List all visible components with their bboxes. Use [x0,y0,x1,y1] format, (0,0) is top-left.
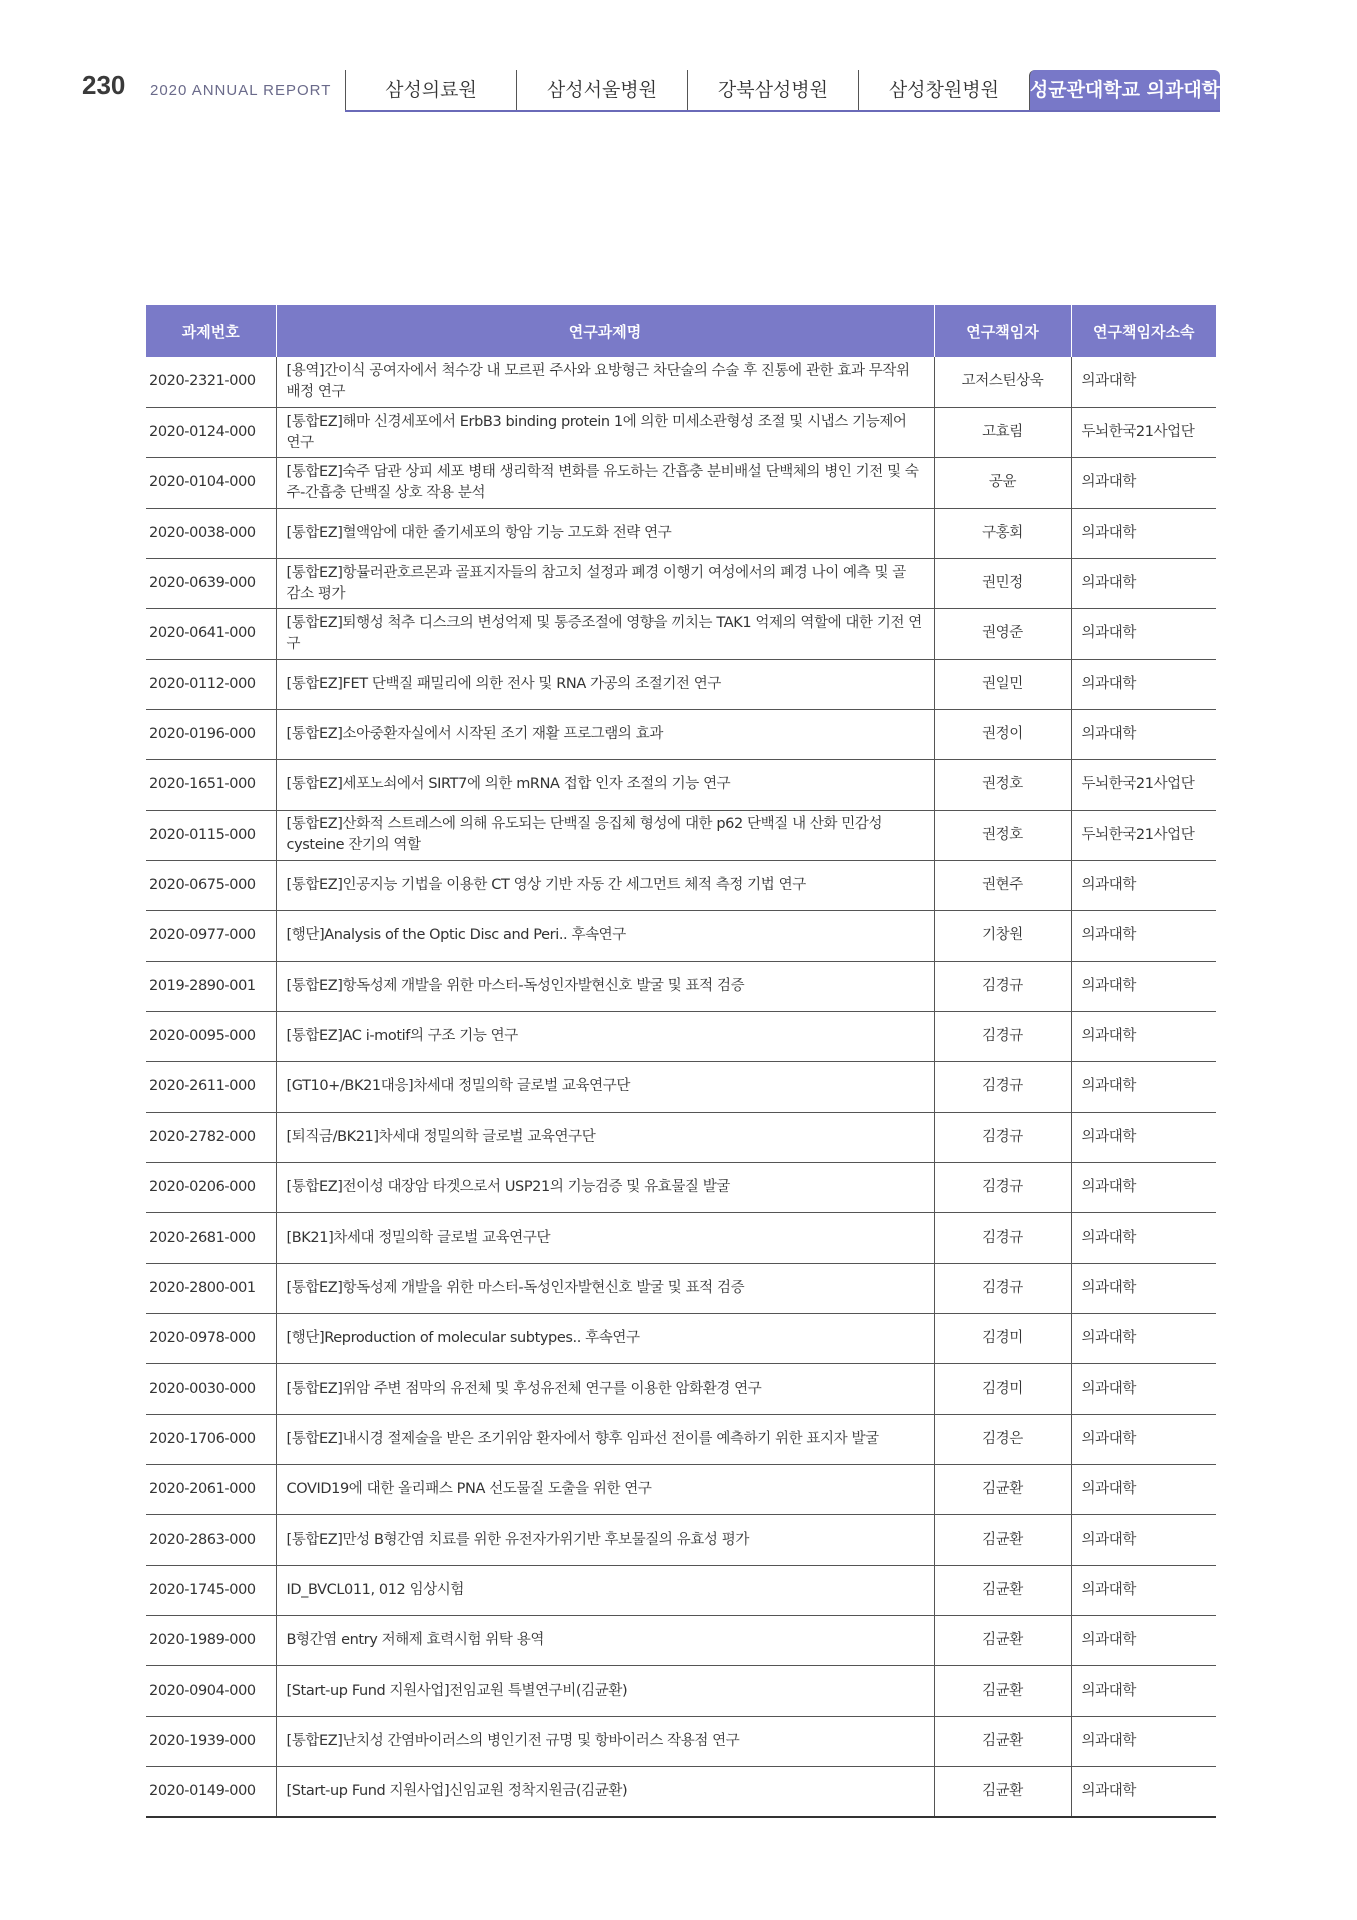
project-number-cell: 2020-0112-000 [146,659,276,709]
affiliation-cell: 의과대학 [1071,1716,1216,1766]
principal-investigator-cell: 공윤 [934,458,1071,508]
principal-investigator-cell: 김균환 [934,1716,1071,1766]
project-number-cell: 2020-1706-000 [146,1414,276,1464]
project-number-cell: 2020-0206-000 [146,1163,276,1213]
affiliation-cell: 두뇌한국21사업단 [1071,760,1216,810]
project-title-cell: [GT10+/BK21대응]차세대 정밀의학 글로벌 교육연구단 [276,1062,934,1112]
affiliation-cell: 의과대학 [1071,1213,1216,1263]
affiliation-cell: 의과대학 [1071,1263,1216,1313]
principal-investigator-cell: 고효림 [934,407,1071,457]
affiliation-cell: 의과대학 [1071,860,1216,910]
table-row [146,1163,1216,1213]
project-title-cell: [통합EZ]퇴행성 척추 디스크의 변성억제 및 통증조절에 영향을 끼치는 TAK1 억제의 역할에 대한 기전 연구 [276,609,934,659]
principal-investigator-cell: 김경미 [934,1364,1071,1414]
project-number-cell: 2020-0104-000 [146,458,276,508]
column-header-project-title: 연구과제명 [276,305,934,357]
page-number: 230 [82,70,126,100]
project-title-cell: [통합EZ]숙주 담관 상피 세포 병태 생리학적 변화를 유도하는 간흡충 분비배설 단백체의 병인 기전 및 숙주-간흡충 단백질 상호 작용 분석 [276,458,934,508]
affiliation-cell: 의과대학 [1071,709,1216,759]
project-number-cell: 2020-2061-000 [146,1465,276,1515]
tab-samsung-changwon-hospital[interactable]: 삼성창원병원 [858,70,1029,110]
tab-samsung-seoul-hospital[interactable]: 삼성서울병원 [516,70,687,110]
table-row [146,709,1216,759]
affiliation-cell: 의과대학 [1071,1515,1216,1565]
principal-investigator-cell: 권정호 [934,760,1071,810]
tab-kangbuk-samsung-hospital[interactable]: 강북삼성병원 [687,70,858,110]
project-number-cell: 2019-2890-001 [146,961,276,1011]
table-row [146,1716,1216,1766]
column-header-principal-investigator: 연구책임자 [934,305,1071,357]
principal-investigator-cell: 권일민 [934,659,1071,709]
project-title-cell: [행단]Analysis of the Optic Disc and Peri.. 후속연구 [276,911,934,961]
affiliation-cell: 의과대학 [1071,1414,1216,1464]
principal-investigator-cell: 김경규 [934,1213,1071,1263]
table-body [146,357,1216,1817]
project-title-cell: [행단]Reproduction of molecular subtypes.. 후속연구 [276,1314,934,1364]
project-number-cell: 2020-0124-000 [146,407,276,457]
principal-investigator-cell: 구홍회 [934,508,1071,558]
affiliation-cell: 의과대학 [1071,609,1216,659]
affiliation-cell: 의과대학 [1071,1011,1216,1061]
principal-investigator-cell: 김경규 [934,961,1071,1011]
table-row [146,407,1216,457]
affiliation-cell: 의과대학 [1071,659,1216,709]
project-title-cell: [통합EZ]세포노쇠에서 SIRT7에 의한 mRNA 접합 인자 조절의 기능 연구 [276,760,934,810]
project-number-cell: 2020-2863-000 [146,1515,276,1565]
table-row [146,1565,1216,1615]
principal-investigator-cell: 권정이 [934,709,1071,759]
table-row [146,1062,1216,1112]
table-row [146,810,1216,860]
table-row [146,1364,1216,1414]
affiliation-cell: 의과대학 [1071,1112,1216,1162]
affiliation-cell: 의과대학 [1071,961,1216,1011]
principal-investigator-cell: 김균환 [934,1515,1071,1565]
principal-investigator-cell: 김균환 [934,1565,1071,1615]
table-row [146,1112,1216,1162]
tab-skku-medicine[interactable]: 성균관대학교 의과대학 [1029,70,1220,110]
project-number-cell: 2020-2800-001 [146,1263,276,1313]
project-number-cell: 2020-0196-000 [146,709,276,759]
affiliation-cell: 의과대학 [1071,1163,1216,1213]
project-title-cell: [Start-up Fund 지원사업]신임교원 정착지원금(김균환) [276,1767,934,1817]
project-number-cell: 2020-0904-000 [146,1666,276,1716]
principal-investigator-cell: 김균환 [934,1465,1071,1515]
project-title-cell: [통합EZ]FET 단백질 패밀리에 의한 전사 및 RNA 가공의 조절기전 연구 [276,659,934,709]
project-title-cell: COVID19에 대한 올리패스 PNA 선도물질 도출을 위한 연구 [276,1465,934,1515]
project-number-cell: 2020-2321-000 [146,357,276,407]
project-title-cell: [통합EZ]전이성 대장암 타겟으로서 USP21의 기능검증 및 유효물질 발굴 [276,1163,934,1213]
principal-investigator-cell: 고저스틴상욱 [934,357,1071,407]
principal-investigator-cell: 김경규 [934,1263,1071,1313]
project-number-cell: 2020-0978-000 [146,1314,276,1364]
table-row [146,860,1216,910]
principal-investigator-cell: 김경규 [934,1062,1071,1112]
project-number-cell: 2020-1989-000 [146,1616,276,1666]
principal-investigator-cell: 기창원 [934,911,1071,961]
project-number-cell: 2020-0675-000 [146,860,276,910]
project-title-cell: [통합EZ]위암 주변 점막의 유전체 및 후성유전체 연구를 이용한 암화환경 연구 [276,1364,934,1414]
project-number-cell: 2020-2681-000 [146,1213,276,1263]
project-title-cell: B형간염 entry 저해제 효력시험 위탁 용역 [276,1616,934,1666]
column-header-project-number: 과제번호 [146,305,276,357]
project-title-cell: [통합EZ]항독성제 개발을 위한 마스터-독성인자발현신호 발굴 및 표적 검증 [276,1263,934,1313]
principal-investigator-cell: 권민정 [934,558,1071,608]
principal-investigator-cell: 권정호 [934,810,1071,860]
project-title-cell: [통합EZ]만성 B형간염 치료를 위한 유전자가위기반 후보물질의 유효성 평가 [276,1515,934,1565]
tab-samsung-medical-center[interactable]: 삼성의료원 [345,70,516,110]
affiliation-cell: 의과대학 [1071,1616,1216,1666]
affiliation-cell: 두뇌한국21사업단 [1071,407,1216,457]
project-number-cell: 2020-1651-000 [146,760,276,810]
project-number-cell: 2020-2611-000 [146,1062,276,1112]
project-number-cell: 2020-0038-000 [146,508,276,558]
principal-investigator-cell: 김균환 [934,1616,1071,1666]
principal-investigator-cell: 김경규 [934,1112,1071,1162]
affiliation-cell: 의과대학 [1071,558,1216,608]
table-row [146,1213,1216,1263]
project-title-cell: [통합EZ]인공지능 기법을 이용한 CT 영상 기반 자동 간 세그먼트 체적 측정 기법 연구 [276,860,934,910]
table-row [146,1767,1216,1817]
principal-investigator-cell: 김경은 [934,1414,1071,1464]
table-row [146,1666,1216,1716]
principal-investigator-cell: 권영준 [934,609,1071,659]
affiliation-cell: 의과대학 [1071,911,1216,961]
project-title-cell: [통합EZ]산화적 스트레스에 의해 유도되는 단백질 응집체 형성에 대한 p62 단백질 내 산화 민감성 cysteine 잔기의 역할 [276,810,934,860]
table-row [146,558,1216,608]
principal-investigator-cell: 김경규 [934,1163,1071,1213]
principal-investigator-cell: 김균환 [934,1767,1071,1817]
project-title-cell: [통합EZ]혈액암에 대한 줄기세포의 항암 기능 고도화 전략 연구 [276,508,934,558]
principal-investigator-cell: 김균환 [934,1666,1071,1716]
project-title-cell: [통합EZ]해마 신경세포에서 ErbB3 binding protein 1에 의한 미세소관형성 조절 및 시냅스 기능제어 연구 [276,407,934,457]
affiliation-cell: 의과대학 [1071,1364,1216,1414]
affiliation-cell: 의과대학 [1071,1062,1216,1112]
table-header-row [146,305,1216,357]
project-title-cell: [통합EZ]내시경 절제술을 받은 조기위암 환자에서 향후 임파선 전이를 예측하기 위한 표지자 발굴 [276,1414,934,1464]
project-title-cell: [용역]간이식 공여자에서 척수강 내 모르핀 주사와 요방형근 차단술의 수술 후 진통에 관한 효과 무작위 배정 연구 [276,357,934,407]
project-number-cell: 2020-1745-000 [146,1565,276,1615]
table-row [146,961,1216,1011]
affiliation-cell: 의과대학 [1071,357,1216,407]
project-number-cell: 2020-0095-000 [146,1011,276,1061]
table-row [146,1314,1216,1364]
table-row [146,760,1216,810]
project-title-cell: [통합EZ]난치성 간염바이러스의 병인기전 규명 및 항바이러스 작용점 연구 [276,1716,934,1766]
project-number-cell: 2020-0639-000 [146,558,276,608]
table-row [146,1515,1216,1565]
table-row [146,911,1216,961]
project-title-cell: [통합EZ]항독성제 개발을 위한 마스터-독성인자발현신호 발굴 및 표적 검증 [276,961,934,1011]
affiliation-cell: 의과대학 [1071,508,1216,558]
table-row [146,357,1216,407]
project-number-cell: 2020-0641-000 [146,609,276,659]
project-title-cell: [통합EZ]소아중환자실에서 시작된 조기 재활 프로그램의 효과 [276,709,934,759]
column-header-affiliation: 연구책임자소속 [1071,305,1216,357]
affiliation-cell: 두뇌한국21사업단 [1071,810,1216,860]
affiliation-cell: 의과대학 [1071,1565,1216,1615]
project-number-cell: 2020-0149-000 [146,1767,276,1817]
table-row [146,1263,1216,1313]
affiliation-cell: 의과대학 [1071,458,1216,508]
principal-investigator-cell: 김경미 [934,1314,1071,1364]
affiliation-cell: 의과대학 [1071,1465,1216,1515]
research-projects-table [146,305,1216,1818]
project-number-cell: 2020-0115-000 [146,810,276,860]
table-row [146,1011,1216,1061]
project-title-cell: [BK21]차세대 정밀의학 글로벌 교육연구단 [276,1213,934,1263]
table-row [146,609,1216,659]
affiliation-cell: 의과대학 [1071,1666,1216,1716]
principal-investigator-cell: 권현주 [934,860,1071,910]
project-number-cell: 2020-1939-000 [146,1716,276,1766]
report-title: 2020 ANNUAL REPORT [150,82,332,99]
project-title-cell: [Start-up Fund 지원사업]전임교원 특별연구비(김균환) [276,1666,934,1716]
table-row [146,659,1216,709]
table-row [146,1414,1216,1464]
principal-investigator-cell: 김경규 [934,1011,1071,1061]
project-number-cell: 2020-0030-000 [146,1364,276,1414]
project-title-cell: [퇴직금/BK21]차세대 정밀의학 글로벌 교육연구단 [276,1112,934,1162]
project-title-cell: [통합EZ]AC i-motif의 구조 기능 연구 [276,1011,934,1061]
project-title-cell: ID_BVCL011, 012 임상시험 [276,1565,934,1615]
project-number-cell: 2020-0977-000 [146,911,276,961]
table-row [146,1465,1216,1515]
affiliation-cell: 의과대학 [1071,1314,1216,1364]
section-tabs [345,70,1220,112]
table-row [146,508,1216,558]
project-number-cell: 2020-2782-000 [146,1112,276,1162]
table-row [146,1616,1216,1666]
project-title-cell: [통합EZ]항뮬러관호르몬과 골표지자들의 참고치 설정과 폐경 이행기 여성에서의 폐경 나이 예측 및 골 감소 평가 [276,558,934,608]
affiliation-cell: 의과대학 [1071,1767,1216,1817]
table-row [146,458,1216,508]
